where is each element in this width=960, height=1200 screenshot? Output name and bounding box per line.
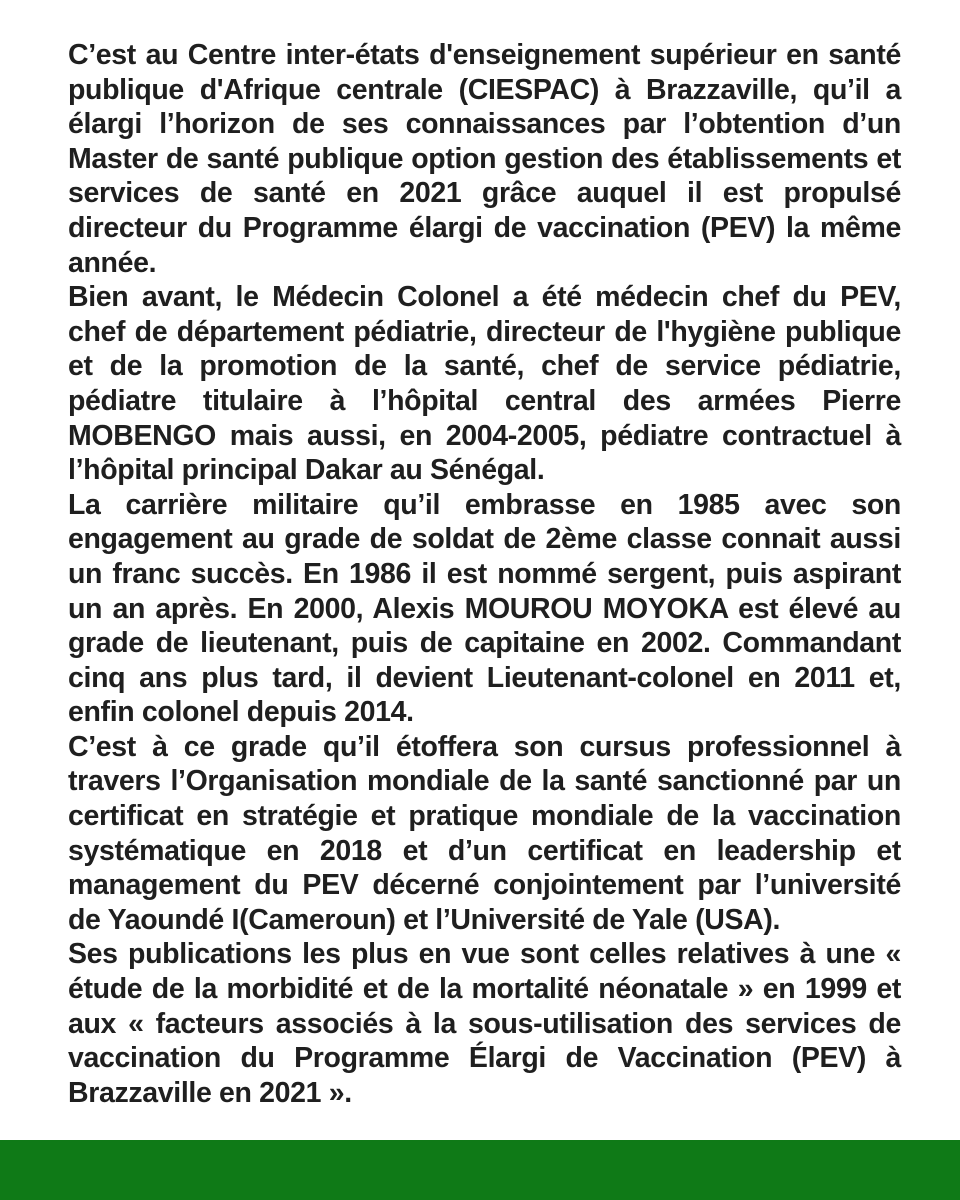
paragraph-publications: Ses publications les plus en vue sont celles relatives à une « étude de la morbidité et de la mortalité néonatale » en 1999 et aux « facteurs associés à la sous-utilisation des services de vaccination du Programme Élargi de Vaccination (PEV) à Brazzaville en 2021 ». (68, 938, 901, 1109)
paragraph-certificates: C’est à ce grade qu’il étoffera son cursus professionnel à travers l’Organisation mondiale de la santé sanctionné par un certificat en stratégie et pratique mondiale de la vaccination systématique en 2018 et d’un certificat en leadership et management du PEV décerné conjointement par l’université de Yaoundé I(Cameroun) et l’Université de Yale (USA). (68, 730, 901, 936)
footer-green-band (0, 1140, 960, 1200)
paragraph-previous-roles: Bien avant, le Médecin Colonel a été médecin chef du PEV, chef de département pédiatrie, directeur de l'hygiène publique et de la promotion de la santé, chef de service pédiatrie, pédiatre titulaire à l’hôpital central des armées Pierre MOBENGO mais aussi, en 2004-2005, pédiatre contractuel à l’hôpital principal Dakar au Sénégal. (68, 281, 901, 487)
article-body (68, 38, 901, 1110)
paragraph-military-career: La carrière militaire qu’il embrasse en 1985 avec son engagement au grade de soldat de 2ème classe connait aussi un franc succès. En 1986 il est nommé sergent, puis aspirant un an après. En 2000, Alexis MOUROU MOYOKA est élevé au grade de lieutenant, puis de capitaine en 2002. Commandant cinq ans plus tard, il devient Lieutenant-colonel en 2011 et, enfin colonel depuis 2014. (68, 488, 901, 729)
paragraph-education: C’est au Centre inter-états d'enseignement supérieur en santé publique d'Afrique centrale (CIESPAC) à Brazzaville, qu’il a élargi l’horizon de ses connaissances par l’obtention d’un Master de santé publique option gestion des établissements et services de santé en 2021 grâce auquel il est propulsé directeur du Programme élargi de vaccination (PEV) la même année. (68, 39, 901, 279)
